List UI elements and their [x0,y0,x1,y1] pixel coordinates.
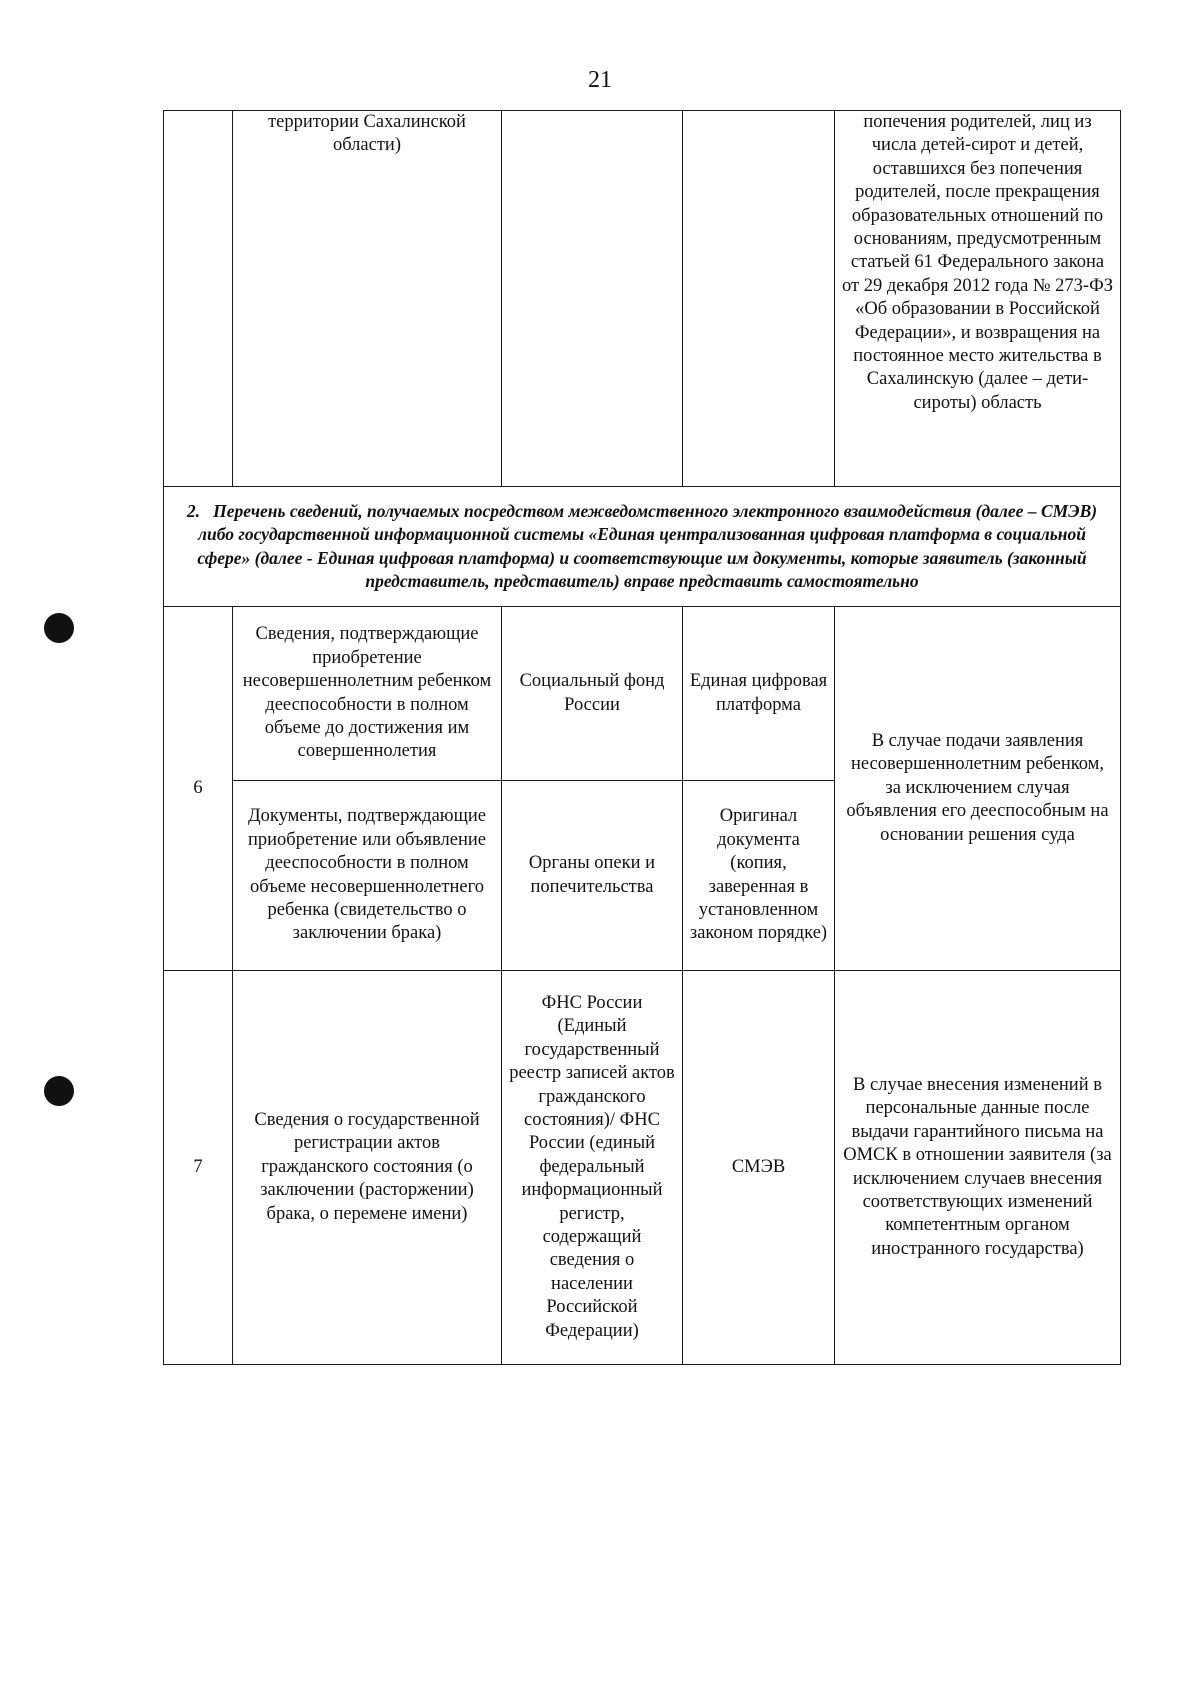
row-number-6: 6 [164,607,233,971]
cell-info-7: Сведения о государственной регистрации актов гражданского состояния (о заключении (расторжении) брака, о перемене имени) [233,971,502,1365]
cell-condition: попечения родителей, лиц из числа детей-сирот и детей, оставшихся без попечения родителей, после прекращения образовательных отношений по основаниям, предусмотренным статьей 61 Федерального закона от 29 декабря 2012 года № 273-ФЗ «Об образовании в Российской Федерации», и возвращения на постоянное место жительства в Сахалинскую (далее – дети-сироты) область [835,111,1121,487]
table-row-continuation [164,111,1121,487]
section-header [164,487,1121,607]
row-number-7: 7 [164,971,233,1365]
section-number: 2. [186,501,201,522]
cell-condition-6: В случае подачи заявления несовершеннолетним ребенком, за исключением случая объявления его дееспособным на основании решения суда [835,607,1121,971]
section-title: Перечень сведений, получаемых посредством межведомственного электронного взаимодействия (далее – СМЭВ) либо государственной информационной системы «Единая централизованная цифровая платформа в социальной сфере» (далее - Единая цифровая платформа) и соответствующие им документы, которые заявитель (законный представитель, представитель) вправе представить самостоятельно [197,501,1098,591]
cell-source-6b: Органы опеки и попечительства [502,781,683,971]
table-row-7 [164,971,1121,1365]
cell-method-6a: Единая цифровая платформа [683,607,835,781]
cell-info: территории Сахалинской области) [233,111,502,487]
table-row-6a [164,607,1121,781]
cell-info-6b: Документы, подтверждающие приобретение или объявление дееспособности в полном объеме несовершеннолетнего ребенка (свидетельство о заключении брака) [233,781,502,971]
cell-condition-7: В случае внесения изменений в персональные данные после выдачи гарантийного письма на ОМСК в отношении заявителя (за исключением случаев внесения соответствующих изменений компетентным органом иностранного государства) [835,971,1121,1365]
section-header-row [164,487,1121,607]
page-number: 21 [588,67,612,93]
punch-hole-bottom [44,1076,74,1106]
cell-method [683,111,835,487]
services-table [163,110,1121,1365]
punch-hole-top [44,613,74,643]
cell-source-7: ФНС России (Единый государственный реестр записей актов гражданского состояния)/ ФНС России (единый федеральный информационный регистр, содержащий сведения о населении Российской Федерации) [502,971,683,1365]
cell-method-7: СМЭВ [683,971,835,1365]
cell-method-6b: Оригинал документа (копия, заверенная в установленном законом порядке) [683,781,835,971]
cell-info-6a: Сведения, подтверждающие приобретение несовершеннолетним ребенком дееспособности в полном объеме до достижения им совершеннолетия [233,607,502,781]
cell-source [502,111,683,487]
cell-source-6a: Социальный фонд России [502,607,683,781]
cell-number [164,111,233,487]
